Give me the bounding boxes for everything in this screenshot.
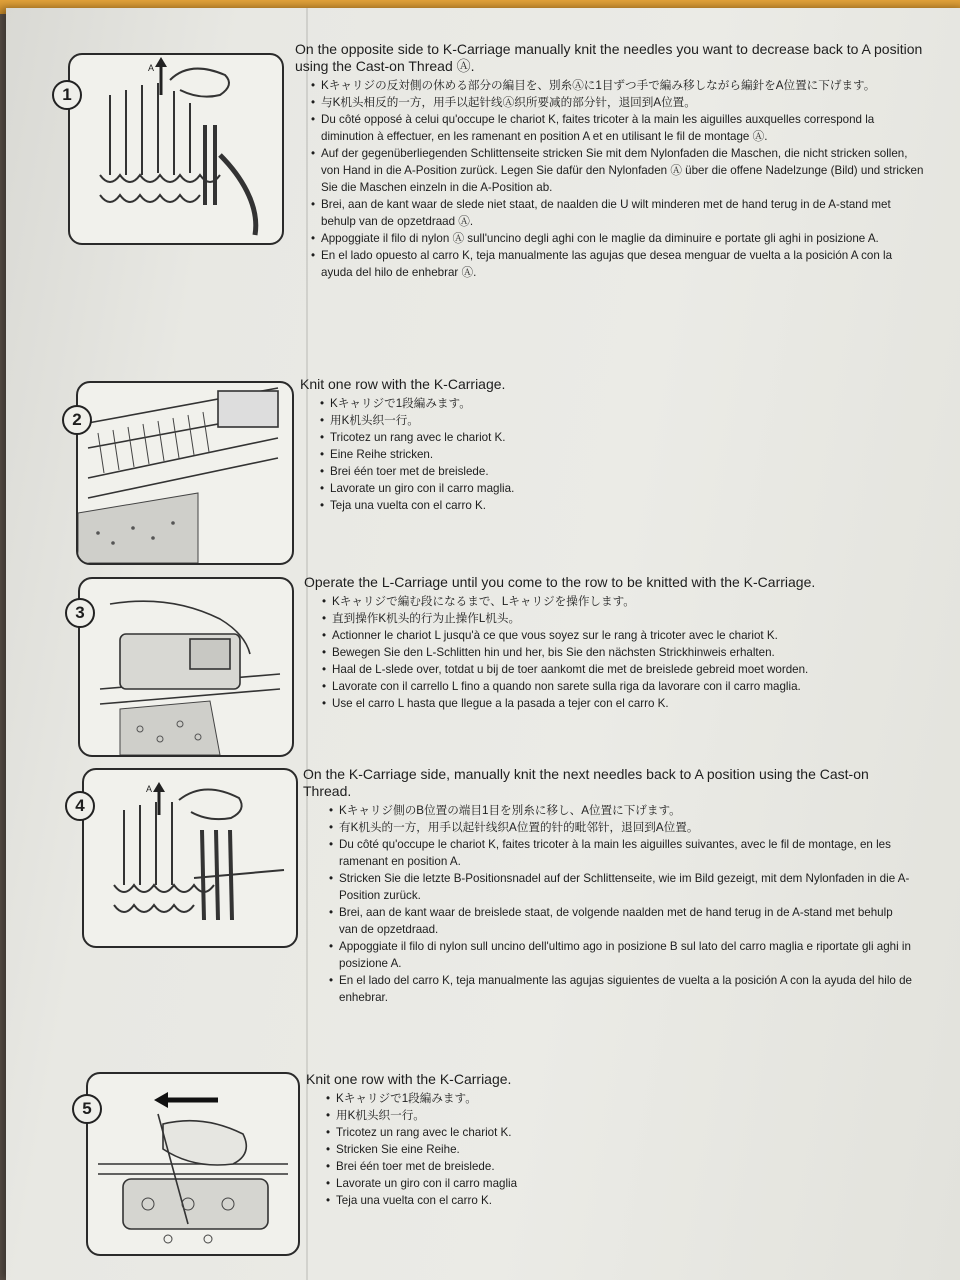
list-item: • 用K机头织一行。 [316, 412, 900, 429]
step-5-illustration [86, 1072, 300, 1256]
step-3-illustration [78, 577, 294, 757]
step-2-text [300, 376, 900, 514]
list-item: • 用K机头织一行。 [322, 1107, 906, 1124]
needles-hand-illustration [84, 770, 296, 946]
list-item: • 与K机头相反的一方，用手以起针线Ⓐ织所要减的部分针，退回到A位置。 [307, 94, 925, 111]
list-item: • Appoggiate il filo di nylon sull uncino dell'ultimo ago in posizione B sul lato del carro maglia e riportate gli aghi in posizione A. [325, 938, 913, 972]
list-item: • Teja una vuelta con el carro K. [322, 1192, 906, 1209]
list-item: • Haal de L-slede over, totdat u bij de toer aankomt die met de breislede gebreid moet worden. [318, 661, 924, 678]
list-item: • Kキャリジ側のB位置の端目1目を別糸に移し、A位置に下げます。 [325, 802, 913, 819]
step-number: 5 [72, 1094, 102, 1124]
step-heading: Knit one row with the K-Carriage. [300, 376, 506, 392]
list-item: • Kキャリジで1段編みます。 [322, 1090, 906, 1107]
list-item: • Eine Reihe stricken. [316, 446, 900, 463]
list-item: • En el lado del carro K, teja manualmente las agujas siguientes de vuelta a la posición A con la ayuda del hilo de enhebrar. [325, 972, 913, 1006]
list-item: • Lavorate un giro con il carro maglia. [316, 480, 900, 497]
manual-page [6, 8, 960, 1280]
step-4-text [303, 766, 913, 1006]
step-1-illustration [68, 53, 284, 245]
list-item: • Auf der gegenüberliegenden Schlittenseite stricken Sie mit dem Nylonfaden die Maschen, die nicht stricken sollen, von Hand in die A-Position zurück. Legen Sie dafür den Nylonfaden Ⓐ über die offene Nadelzunge (Bild) und stricken Sie die Maschen einzeln in die A-Position ab. [307, 145, 925, 196]
step-4-illustration [82, 768, 298, 948]
list-item: • Brei, aan de kant waar de slede niet staat, de naalden die U wilt minderen met de hand terug in de A-stand met behulp van de opzetdraad Ⓐ. [307, 196, 925, 230]
list-item: • Use el carro L hasta que llegue a la pasada a tejer con el carro K. [318, 695, 924, 712]
svg-text:A: A [146, 784, 153, 794]
list-item: • Brei één toer met de breislede. [316, 463, 900, 480]
svg-text:A: A [148, 63, 155, 73]
step-number: 3 [65, 598, 95, 628]
list-item: • Stricken Sie eine Reihe. [322, 1141, 906, 1158]
step-2-illustration [76, 381, 294, 565]
list-item: • Brei, aan de kant waar de breislede staat, de volgende naalden met de hand terug in de A-stand met behulp van de opzetdraad. [325, 904, 913, 938]
list-item: • 有K机头的一方，用手以起针线织A位置的针的毗邻针，退回到A位置。 [325, 819, 913, 836]
language-list [295, 77, 925, 281]
step-number: 1 [52, 80, 82, 110]
list-item: • Appoggiate il filo di nylon Ⓐ sull'uncino degli aghi con le maglie da diminuire e portate gli aghi in posizione A. [307, 230, 925, 247]
list-item: • Brei één toer met de breislede. [322, 1158, 906, 1175]
step-heading: On the opposite side to K-Carriage manually knit the needles you want to decrease back to A position using the Cast-on Thread Ⓐ. [295, 41, 923, 74]
step-number: 4 [65, 791, 95, 821]
language-list [303, 802, 913, 1006]
list-item: • Teja una vuelta con el carro K. [316, 497, 900, 514]
list-item: • Du côté opposé à celui qu'occupe le chariot K, faites tricoter à la main les aiguilles auxquelles correspond la diminution à effectuer, en les ramenant en position A et en utilisant le fil de montage Ⓐ. [307, 111, 925, 145]
list-item: • Stricken Sie die letzte B-Positionsnadel auf der Schlittenseite, wie im Bild gezeigt, mit dem Nylonfaden in die A-Position zurück. [325, 870, 913, 904]
l-carriage-illustration [80, 579, 292, 755]
step-heading: Knit one row with the K-Carriage. [306, 1071, 512, 1087]
carriage-illustration [78, 383, 292, 563]
list-item: • Kキャリジで1段編みます。 [316, 395, 900, 412]
list-item: • Actionner le chariot L jusqu'à ce que vous soyez sur le rang à tricoter avec le chariot K. [318, 627, 924, 644]
list-item: • Lavorate con il carrello L fino a quando non sarete sulla riga da lavorare con il carro maglia. [318, 678, 924, 695]
step-heading: Operate the L-Carriage until you come to the row to be knitted with the K-Carriage. [304, 574, 816, 590]
list-item: • Du côté qu'occupe le chariot K, faites tricoter à la main les aiguilles suivantes, avec le fil de montage, en les ramenant en position A. [325, 836, 913, 870]
list-item: • Lavorate un giro con il carro maglia [322, 1175, 906, 1192]
step-3-text [304, 574, 924, 712]
carriage-top-illustration [88, 1074, 298, 1254]
language-list [304, 593, 924, 712]
language-list [300, 395, 900, 514]
list-item: • Kキャリジで編む段になるまで、Lキャリジを操作します。 [318, 593, 924, 610]
step-heading: On the K-Carriage side, manually knit the next needles back to A position using the Cast-on Thread. [303, 766, 869, 799]
step-number: 2 [62, 405, 92, 435]
list-item: • Tricotez un rang avec le chariot K. [322, 1124, 906, 1141]
list-item: • En el lado opuesto al carro K, teja manualmente las agujas que desea menguar de vuelta a la posición A con la ayuda del hilo de enhebrar Ⓐ. [307, 247, 925, 281]
left-arrow-icon [154, 1092, 168, 1108]
list-item: • Bewegen Sie den L-Schlitten hin und her, bis Sie den nächsten Strickhinweis erhalten. [318, 644, 924, 661]
step-5-text [306, 1071, 906, 1209]
list-item: • 直到操作K机头的行为止操作L机头。 [318, 610, 924, 627]
list-item: • Tricotez un rang avec le chariot K. [316, 429, 900, 446]
list-item: • Kキャリジの反対側の休める部分の編目を、別糸Ⓐに1目ずつ手で編み移しながら編針をA位置に下げます。 [307, 77, 925, 94]
needles-hand-illustration [70, 55, 282, 243]
language-list [306, 1090, 906, 1209]
step-1-text [295, 41, 925, 281]
